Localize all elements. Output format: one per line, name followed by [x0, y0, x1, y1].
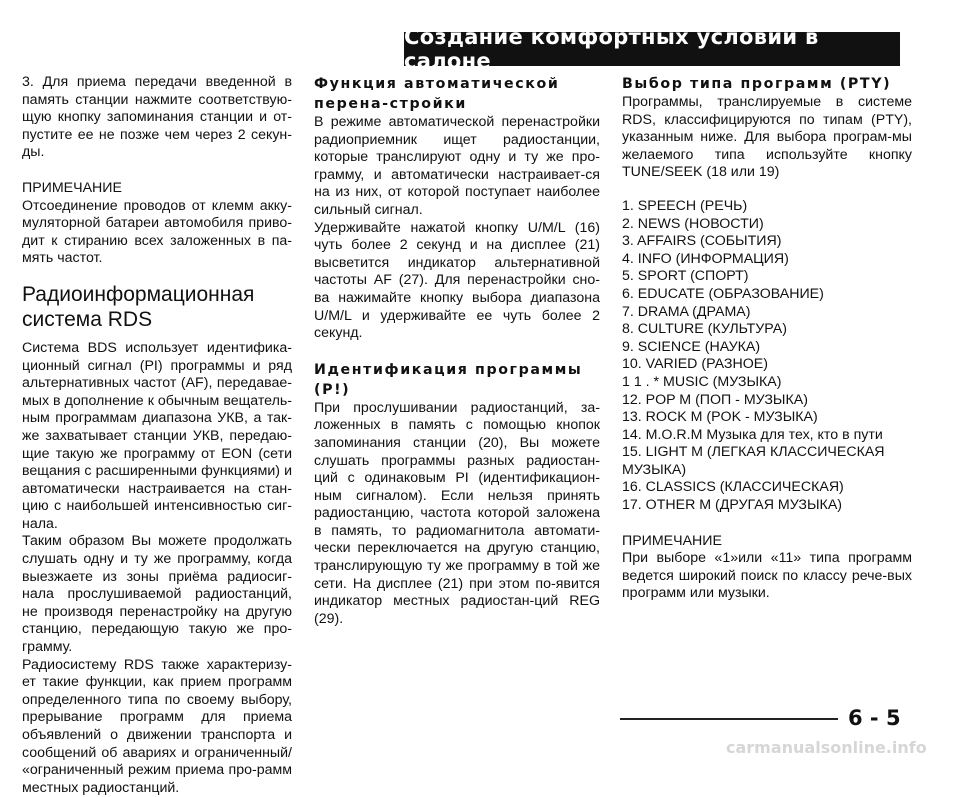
- column-left: [22, 74, 292, 797]
- paragraph-rds-features: Радиосистему RDS также характеризу-ет такие функции, как прием программ определенного типа по своему выбору, прерывание программ для приема объявлений о движении транспорта и сообщений об авариях и ограниченный/ «ограниченный режим приема про-рамм местных радиостанций.: [22, 656, 292, 796]
- paragraph-pty: Программы, транслируемые в системе RDS, классифицируются по типам (PTY), указанным ниже. Для выбора програм-мы желаемого типа используйте кнопку TUNE/SEEK (18 или 19): [622, 94, 912, 181]
- page-title-banner: [404, 25, 900, 73]
- heading-program-id: Идентификация программы (P!): [314, 361, 583, 398]
- page-number: 6 - 5: [848, 706, 901, 730]
- paragraph-auto-retune: В режиме автоматической перенастройки радиоприемник ищет радиостанции, которые транслируют одну и ту же про-грамму, и автоматически настраивает-ся на из них, от которой поступает наиболее сильный сигнал.: [314, 114, 600, 218]
- heading-auto-retune: Функция автоматической перена-стройки: [314, 76, 560, 112]
- note-title: ПРИМЕЧАНИЕ: [22, 179, 122, 196]
- paragraph-rds-continue: Таким образом Вы можете продолжать слушать одну и ту же программу, когда выезжаете из зоны приёма радиосиг-нала прослушиваемой радиостанций, не производя перенастройку на другую станцию, передающую такую же про-грамму.: [22, 533, 292, 656]
- list-item: 13. ROCK M (POK - МУЗЫКА): [622, 409, 818, 426]
- note-text: Отсоединение проводов от клемм акку-муляторной батареи автомобиля приво-дит к стиранию всех заложенных в па-мять частот.: [22, 197, 292, 267]
- heading-pty: Выбор типа программ (PTY): [622, 76, 892, 92]
- list-item: 4. INFO (ИНФОРМАЦИЯ): [622, 250, 789, 267]
- list-item: 14. M.O.R.M Музыка для тех, кто в пути: [622, 426, 883, 443]
- list-item: 2. NEWS (НОВОСТИ): [622, 215, 764, 232]
- list-item: 12. POP M (ПОП - МУЗЫКА): [622, 391, 808, 408]
- page-title: Создание комфортных условий в салоне: [404, 25, 819, 73]
- list-item: 7. DRAMA (ДРАМА): [622, 303, 751, 320]
- paragraph-memory-recall: 3. Для приема передачи введенной в память станции нажмите соответствую-щую кнопку запоминания станции и от-пустите ее не позже чем через 2 секун-ды.: [22, 74, 292, 161]
- list-item: 6. EDUCATE (ОБРАЗОВАНИЕ): [622, 285, 824, 302]
- list-item: 3. AFFAIRS (СОБЫТИЯ): [622, 233, 782, 250]
- watermark-text: carmanualsonline.info: [726, 738, 927, 757]
- section-title-rds: Радиоинформационная система RDS: [22, 282, 255, 331]
- list-item: 1 1 . * MUSIC (МУЗЫКА): [622, 373, 782, 390]
- list-item: 16. CLASSICS (КЛАССИЧЕСКАЯ): [622, 479, 844, 496]
- pty-list: [622, 198, 912, 515]
- paragraph-rds-intro: Система BDS использует идентифика-ционный сигнал (PI) программы и ряд альтернативных частот (AF), передавае-мых в дополнение к обычным вещатель-ным программам диапазона УКВ, а так-же захватывает станции УКВ, передаю-щие такую же программу от EON (сети вещания с расширенными функциями) и автоматически настраивается на стан-цию с наибольшей интенсивностью сиг-нала.: [22, 339, 292, 532]
- note-title-pty: ПРИМЕЧАНИЕ: [622, 532, 722, 549]
- list-item: 5. SPORT (СПОРТ): [622, 268, 749, 285]
- list-item: 8. CULTURE (КУЛЬТУРА): [622, 321, 787, 338]
- column-right: [622, 74, 912, 603]
- list-item: 15. LIGHT M (ЛЕГКАЯ КЛАССИЧЕСКАЯ МУЗЫКА): [622, 444, 885, 478]
- list-item: 9. SCIENCE (НАУКА): [622, 338, 761, 355]
- footer-rule: [620, 718, 838, 720]
- paragraph-af-button: Удерживайте нажатой кнопку U/M/L (16) чуть более 2 секунд и на дисплее (21) высветится индикатор альтернативной частоты AF (27). Для перенастройки сно-ва нажимайте кнопку выбора диапазона U/M/L и удерживайте ее чуть более 2 секунд.: [314, 219, 600, 342]
- paragraph-program-id: При прослушивании радиостанций, за-ложенных в память с помощью кнопок запоминания станции (20), Вы можете слушать программы разных радиостан-ций с одинаковым PI (идентификацион-ным сигналом). Если нельзя принять радиостанцию, частота которой заложена в память, то радиомагнитола автомати-чески переключается на другую станцию, транслирующую ту же программу в той же сети. На дисплее (21) при этом по-явится индикатор местных радиостан-ций REG (29).: [314, 399, 600, 627]
- column-middle: [314, 74, 600, 628]
- list-item: 10. VARIED (РАЗНОЕ): [622, 356, 768, 373]
- note-text-pty: При выборе «1»или «11» типа программ ведется широкий поиск по классу рече-вых программ или музыки.: [622, 550, 912, 602]
- list-item: 17. OTHER M (ДРУГАЯ МУЗЫКА): [622, 497, 843, 514]
- list-item: 1. SPEECH (РЕЧЬ): [622, 197, 748, 214]
